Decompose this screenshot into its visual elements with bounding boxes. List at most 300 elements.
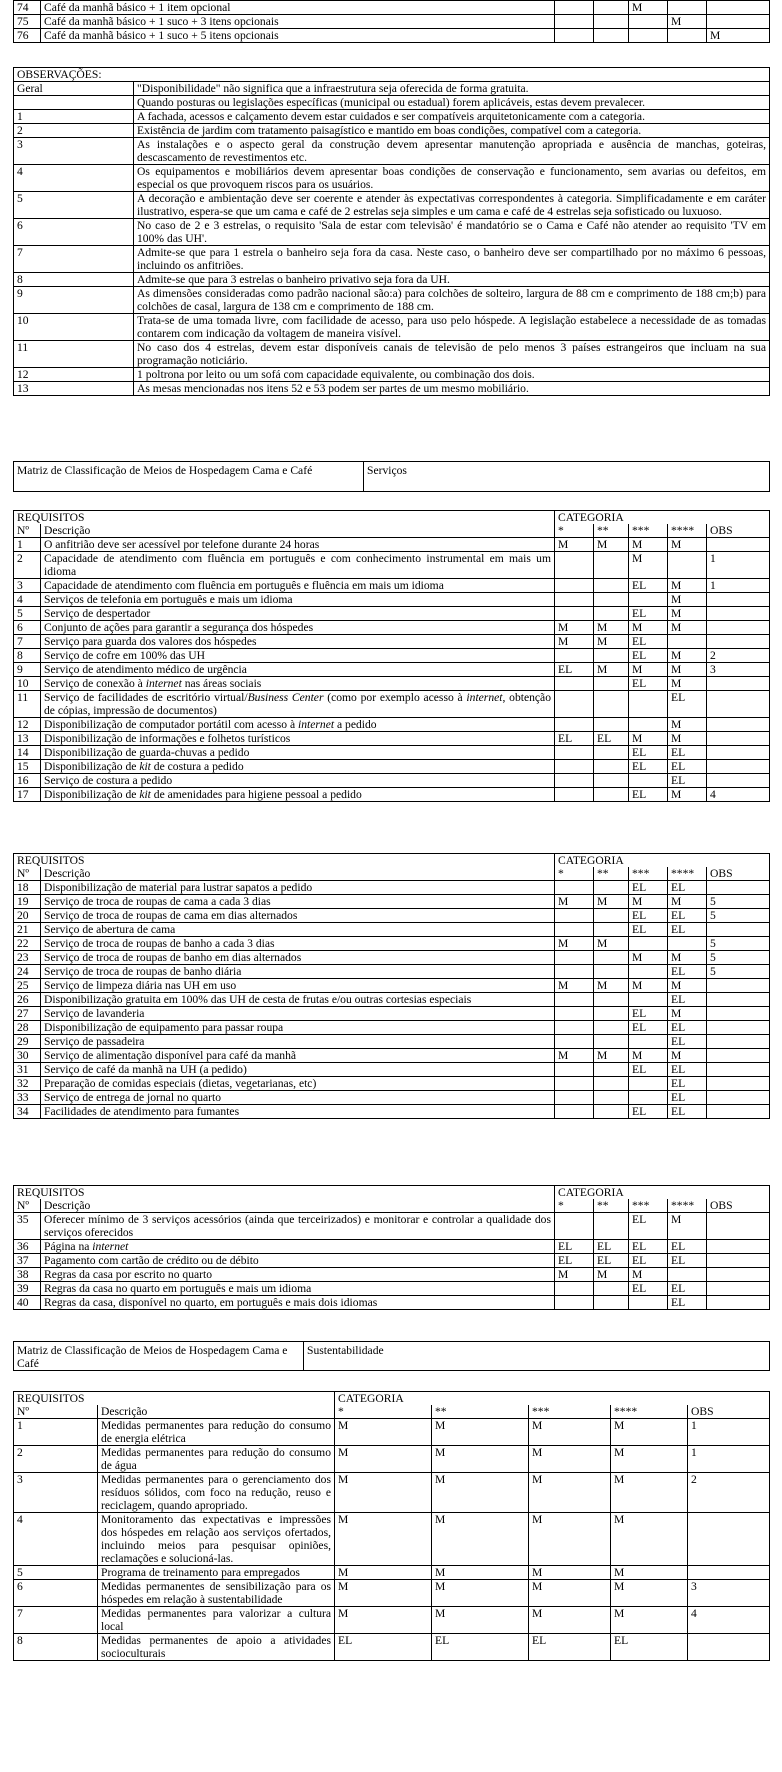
obs-text: Os equipamentos e mobiliários devem apresentar boas condições de conservação e funcionamento, sem avarias ou defeitos, em especial os que provoquem riscos para os usuários. — [134, 165, 770, 192]
req-description: Serviço de troca de roupas de banho diária — [41, 965, 555, 979]
req-description: Serviço para guarda dos valores dos hóspedes — [41, 635, 555, 649]
req-description: Pagamento com cartão de crédito ou de débito — [41, 1254, 555, 1268]
req-number: 5 — [14, 1566, 98, 1580]
table-row — [14, 1473, 770, 1513]
category-cell: M — [668, 621, 707, 635]
obs-number: 1 — [14, 110, 134, 124]
category-cell — [629, 1091, 668, 1105]
table-row — [14, 635, 770, 649]
req-number: 12 — [14, 718, 41, 732]
req-number: 14 — [14, 746, 41, 760]
category-cell: M — [529, 1446, 611, 1473]
category-cell: EL — [668, 1077, 707, 1091]
descricao-header: Descrição — [41, 867, 555, 881]
req-number: 32 — [14, 1077, 41, 1091]
category-cell: M — [594, 1268, 629, 1282]
observation-row — [14, 219, 770, 246]
category-cell — [707, 774, 770, 788]
req-number: 17 — [14, 788, 41, 802]
category-cell: EL — [629, 1240, 668, 1254]
category-cell: M — [555, 538, 594, 552]
category-cell: EL — [629, 677, 668, 691]
category-cell — [555, 1091, 594, 1105]
req-number: 20 — [14, 909, 41, 923]
table-row — [14, 593, 770, 607]
category-cell — [707, 718, 770, 732]
category-cell: M — [432, 1566, 529, 1580]
req-description: Serviço de troca de roupas de cama em dias alternados — [41, 909, 555, 923]
obs-text: No caso dos 4 estrelas, devem estar disponíveis canais de televisão de pelo menos 3 países estrangeiros que incluam na sua programação noticiário. — [134, 341, 770, 368]
category-header-c3: *** — [629, 1199, 668, 1213]
req-description: Serviço de cofre em 100% das UH — [41, 649, 555, 663]
category-cell — [707, 1213, 770, 1240]
category-cell: 1 — [707, 579, 770, 593]
category-cell: M — [432, 1580, 529, 1607]
category-cell: M — [529, 1607, 611, 1634]
req-number: 29 — [14, 1035, 41, 1049]
category-cell: M — [594, 1049, 629, 1063]
req-description: Medidas permanentes para redução do consumo de energia elétrica — [98, 1419, 335, 1446]
table-row — [14, 979, 770, 993]
category-cell: EL — [668, 774, 707, 788]
category-cell: M — [594, 937, 629, 951]
category-cell: M — [594, 979, 629, 993]
table-row — [14, 760, 770, 774]
req-number: 1 — [14, 538, 41, 552]
category-cell: M — [555, 1268, 594, 1282]
category-cell — [594, 593, 629, 607]
req-description: Regras da casa, disponível no quarto, em português e mais dois idiomas — [41, 1296, 555, 1310]
req-description: Página na internet — [41, 1240, 555, 1254]
table-row — [14, 1566, 770, 1580]
category-cell — [555, 881, 594, 895]
req-number: 28 — [14, 1021, 41, 1035]
req-number: 2 — [14, 552, 41, 579]
category-cell — [555, 15, 594, 29]
category-cell — [594, 1021, 629, 1035]
req-description: Disponibilização gratuita em 100% das UH de cesta de frutas e/ou outras cortesias especiais — [41, 993, 555, 1007]
table-row — [14, 923, 770, 937]
requisitos-header: REQUISITOS — [14, 1186, 555, 1200]
req-number: 40 — [14, 1296, 41, 1310]
category-cell: M — [668, 979, 707, 993]
category-cell — [707, 1240, 770, 1254]
req-number: 39 — [14, 1282, 41, 1296]
category-cell — [555, 774, 594, 788]
category-cell — [594, 788, 629, 802]
num-header: Nº — [14, 1405, 98, 1419]
table-row — [14, 1063, 770, 1077]
category-cell: M — [668, 1007, 707, 1021]
category-cell: EL — [629, 1007, 668, 1021]
table-row — [14, 1105, 770, 1119]
category-cell — [707, 1021, 770, 1035]
category-header-c3: *** — [529, 1405, 611, 1419]
req-number: 5 — [14, 607, 41, 621]
category-header-c3: *** — [629, 867, 668, 881]
table-row — [14, 965, 770, 979]
category-cell: EL — [629, 909, 668, 923]
category-cell — [594, 951, 629, 965]
req-number: 25 — [14, 979, 41, 993]
req-number: 31 — [14, 1063, 41, 1077]
category-cell — [629, 965, 668, 979]
category-cell: EL — [668, 691, 707, 718]
descricao-header: Descrição — [41, 524, 555, 538]
obs-text: As dimensões consideradas como padrão nacional são:a) para colchões de solteiro, largura de 88 cm e comprimento de 188 cm;b) para colchões de casal, largura de 138 cm e comprimento de 188 cm. — [134, 287, 770, 314]
category-cell: M — [335, 1473, 432, 1513]
category-header-c4: **** — [668, 1199, 707, 1213]
category-header-c4: **** — [668, 867, 707, 881]
category-cell — [594, 774, 629, 788]
category-cell — [707, 993, 770, 1007]
req-number: 75 — [14, 15, 41, 29]
observation-row — [14, 314, 770, 341]
table-row — [14, 1049, 770, 1063]
header-row — [14, 854, 770, 868]
req-description: Oferecer mínimo de 3 serviços acessórios (ainda que terceirizados) e monitorar e controlar a qualidade dos serviços oferecidos — [41, 1213, 555, 1240]
category-cell: M — [629, 621, 668, 635]
req-number: 38 — [14, 1268, 41, 1282]
category-cell — [707, 1035, 770, 1049]
category-cell: M — [629, 1, 668, 15]
req-description: Medidas permanentes de apoio a atividades socioculturais — [98, 1634, 335, 1661]
category-cell: 5 — [707, 937, 770, 951]
req-number: 33 — [14, 1091, 41, 1105]
category-header-obs: OBS — [707, 524, 770, 538]
category-cell: EL — [555, 663, 594, 677]
req-description: Preparação de comidas especiais (dietas, vegetarianas, etc) — [41, 1077, 555, 1091]
table-row — [14, 1296, 770, 1310]
category-cell: M — [668, 677, 707, 691]
table-row — [14, 1213, 770, 1240]
num-header: Nº — [14, 1199, 41, 1213]
category-cell — [594, 1091, 629, 1105]
category-cell — [594, 881, 629, 895]
req-description: Facilidades de atendimento para fumantes — [41, 1105, 555, 1119]
req-description: Serviço de alimentação disponível para café da manhã — [41, 1049, 555, 1063]
num-header: Nº — [14, 524, 41, 538]
category-cell — [594, 607, 629, 621]
category-cell: EL — [629, 760, 668, 774]
category-cell — [707, 593, 770, 607]
category-cell: EL — [555, 732, 594, 746]
category-cell: M — [432, 1419, 529, 1446]
servicos-table-2 — [13, 853, 769, 1119]
observation-row — [14, 124, 770, 138]
table-row — [14, 663, 770, 677]
observation-row — [14, 368, 770, 382]
category-cell — [594, 1063, 629, 1077]
matriz-sust-header — [13, 1341, 769, 1371]
subheader-row — [14, 1199, 770, 1213]
category-cell — [629, 29, 668, 43]
category-cell: M — [335, 1607, 432, 1634]
servicos-table-1 — [13, 510, 769, 802]
req-description: Capacidade de atendimento com fluência em português e com conhecimento instrumental em mais um idioma — [41, 552, 555, 579]
req-description: Serviço de abertura de cama — [41, 923, 555, 937]
category-cell: 2 — [707, 649, 770, 663]
category-cell: EL — [335, 1634, 432, 1661]
category-cell — [707, 881, 770, 895]
req-description: Serviço de passadeira — [41, 1035, 555, 1049]
requisitos-header: REQUISITOS — [14, 1392, 335, 1406]
category-cell: M — [611, 1580, 688, 1607]
category-header-c1: * — [335, 1405, 432, 1419]
category-cell — [594, 1282, 629, 1296]
category-cell: M — [629, 732, 668, 746]
category-header-c1: * — [555, 867, 594, 881]
category-cell — [594, 1, 629, 15]
obs-number: 7 — [14, 246, 134, 273]
category-cell — [594, 552, 629, 579]
req-description: Disponibilização de guarda-chuvas a pedido — [41, 746, 555, 760]
category-cell: 4 — [688, 1607, 770, 1634]
table-row — [14, 538, 770, 552]
category-cell — [555, 607, 594, 621]
category-cell: M — [432, 1473, 529, 1513]
category-cell: EL — [668, 1063, 707, 1077]
obs-number: 11 — [14, 341, 134, 368]
category-cell: M — [629, 895, 668, 909]
category-cell: M — [555, 937, 594, 951]
obs-number: 5 — [14, 192, 134, 219]
category-cell: M — [335, 1419, 432, 1446]
obs-number: 3 — [14, 138, 134, 165]
req-description: Serviço de limpeza diária nas UH em uso — [41, 979, 555, 993]
req-description: Monitoramento das expectativas e impressões dos hóspedes em relação aos serviços ofertados, incluindo meios para pesquisar opiniões, reclamações e solucioná-las. — [98, 1513, 335, 1566]
req-description: Medidas permanentes para o gerenciamento dos resíduos sólidos, com foco na redução, reuso e reciclagem, quando apropriado. — [98, 1473, 335, 1513]
req-number: 21 — [14, 923, 41, 937]
category-cell: EL — [629, 923, 668, 937]
table-row — [14, 607, 770, 621]
category-cell — [555, 1296, 594, 1310]
table-row — [14, 552, 770, 579]
matriz-section: Serviços — [364, 462, 770, 492]
category-cell: M — [594, 663, 629, 677]
req-number: 2 — [14, 1446, 98, 1473]
categoria-header: CATEGORIA — [555, 511, 770, 525]
category-cell: EL — [668, 1021, 707, 1035]
table-row — [14, 746, 770, 760]
cafe-rows — [14, 1, 770, 43]
category-cell: EL — [629, 788, 668, 802]
category-cell — [629, 774, 668, 788]
table-row — [14, 1254, 770, 1268]
matriz-servicos-header — [13, 461, 769, 492]
table-row — [14, 1268, 770, 1282]
category-cell: M — [629, 951, 668, 965]
req-number: 30 — [14, 1049, 41, 1063]
observation-row — [14, 138, 770, 165]
category-cell: M — [335, 1446, 432, 1473]
category-cell: M — [668, 607, 707, 621]
category-cell: 1 — [688, 1419, 770, 1446]
obs-number: 9 — [14, 287, 134, 314]
category-cell — [555, 1105, 594, 1119]
category-cell: M — [335, 1566, 432, 1580]
category-cell: EL — [629, 1282, 668, 1296]
category-cell — [668, 937, 707, 951]
req-number: 8 — [14, 1634, 98, 1661]
table-row — [14, 1091, 770, 1105]
req-description: Conjunto de ações para garantir a segurança dos hóspedes — [41, 621, 555, 635]
category-cell — [555, 579, 594, 593]
table-row — [14, 937, 770, 951]
category-cell: M — [432, 1513, 529, 1566]
category-cell — [707, 691, 770, 718]
category-cell — [555, 29, 594, 43]
geral-note-2: Quando posturas ou legislações específicas (municipal ou estadual) forem aplicáveis, estas devem prevalecer. — [134, 96, 770, 110]
req-number: 26 — [14, 993, 41, 1007]
req-description: Disponibilização de material para lustrar sapatos a pedido — [41, 881, 555, 895]
category-cell: EL — [629, 649, 668, 663]
category-cell: EL — [668, 746, 707, 760]
header-row — [14, 1186, 770, 1200]
req-description: Serviços de telefonia em português e mais um idioma — [41, 593, 555, 607]
category-cell — [707, 607, 770, 621]
subheader-row — [14, 1405, 770, 1419]
req-description: Disponibilização de kit de costura a pedido — [41, 760, 555, 774]
category-cell — [555, 677, 594, 691]
category-cell — [668, 635, 707, 649]
req-number: 13 — [14, 732, 41, 746]
req-number: 22 — [14, 937, 41, 951]
category-cell — [629, 1077, 668, 1091]
category-cell: M — [668, 649, 707, 663]
category-cell: M — [611, 1513, 688, 1566]
category-cell — [594, 760, 629, 774]
category-cell: 1 — [707, 552, 770, 579]
req-number: 3 — [14, 1473, 98, 1513]
category-cell: M — [529, 1419, 611, 1446]
observacoes-title: OBSERVAÇÕES: — [14, 68, 770, 82]
req-number: 4 — [14, 1513, 98, 1566]
header-row — [14, 511, 770, 525]
subheader-row — [14, 867, 770, 881]
category-cell — [555, 1035, 594, 1049]
category-cell: M — [668, 788, 707, 802]
req-description: Disponibilização de informações e folhetos turísticos — [41, 732, 555, 746]
category-cell: EL — [668, 923, 707, 937]
req-number: 36 — [14, 1240, 41, 1254]
req-number: 9 — [14, 663, 41, 677]
category-cell — [707, 1282, 770, 1296]
category-cell: M — [668, 579, 707, 593]
category-cell: M — [668, 1213, 707, 1240]
category-cell — [594, 1296, 629, 1310]
category-cell — [555, 1063, 594, 1077]
table-row — [14, 1419, 770, 1446]
category-cell: M — [529, 1580, 611, 1607]
table-row — [14, 1240, 770, 1254]
category-cell: M — [668, 718, 707, 732]
category-cell: EL — [555, 1254, 594, 1268]
category-cell — [555, 552, 594, 579]
table-row — [14, 774, 770, 788]
req-number: 19 — [14, 895, 41, 909]
category-cell: EL — [629, 635, 668, 649]
servicos-table-3 — [13, 1185, 769, 1310]
category-cell — [555, 1077, 594, 1091]
obs-number: 8 — [14, 273, 134, 287]
category-cell: M — [335, 1513, 432, 1566]
descricao-header: Descrição — [98, 1405, 335, 1419]
category-cell: M — [529, 1566, 611, 1580]
category-cell — [707, 760, 770, 774]
num-header: Nº — [14, 867, 41, 881]
category-cell — [594, 1077, 629, 1091]
table-row — [14, 788, 770, 802]
table-row — [14, 1634, 770, 1661]
category-cell: M — [594, 621, 629, 635]
category-cell: M — [668, 663, 707, 677]
category-cell — [688, 1566, 770, 1580]
category-cell: EL — [629, 881, 668, 895]
req-description: Serviço de lavanderia — [41, 1007, 555, 1021]
category-cell: EL — [629, 1213, 668, 1240]
category-cell — [629, 691, 668, 718]
obs-number: 2 — [14, 124, 134, 138]
table-row — [14, 732, 770, 746]
category-cell — [555, 1021, 594, 1035]
category-cell: EL — [629, 746, 668, 760]
req-number: 11 — [14, 691, 41, 718]
requisitos-header: REQUISITOS — [14, 511, 555, 525]
req-number: 74 — [14, 1, 41, 15]
category-cell: EL — [629, 1063, 668, 1077]
category-cell: EL — [629, 579, 668, 593]
category-header-c2: ** — [432, 1405, 529, 1419]
category-cell: 3 — [707, 663, 770, 677]
obs-text: Existência de jardim com tratamento paisagístico e mantido em boas condições, compatível com a categoria. — [134, 124, 770, 138]
observation-row — [14, 341, 770, 368]
category-cell: M — [555, 979, 594, 993]
category-cell — [594, 691, 629, 718]
req-description: O anfitrião deve ser acessível por telefone durante 24 horas — [41, 538, 555, 552]
req-number: 76 — [14, 29, 41, 43]
req-number: 34 — [14, 1105, 41, 1119]
category-cell — [688, 1513, 770, 1566]
category-cell: M — [668, 1049, 707, 1063]
category-cell — [707, 538, 770, 552]
category-cell: M — [555, 1049, 594, 1063]
category-cell — [594, 909, 629, 923]
req-number: 37 — [14, 1254, 41, 1268]
category-cell: M — [629, 538, 668, 552]
category-cell — [707, 1049, 770, 1063]
table-row — [14, 1446, 770, 1473]
category-cell — [707, 732, 770, 746]
category-cell — [707, 1296, 770, 1310]
geral-label: Geral — [14, 82, 134, 96]
category-cell — [555, 691, 594, 718]
category-cell: M — [529, 1473, 611, 1513]
category-cell: EL — [668, 909, 707, 923]
req-number: 24 — [14, 965, 41, 979]
obs-text: Trata-se de uma tomada livre, com facilidade de acesso, para uso pelo hóspede. A legislação estabelece a necessidade de as tomadas contarem com indicação da voltagem de maneira visível. — [134, 314, 770, 341]
category-cell: M — [594, 895, 629, 909]
category-cell — [555, 788, 594, 802]
observation-row — [14, 273, 770, 287]
observacoes-rows — [14, 68, 770, 396]
category-cell: 5 — [707, 909, 770, 923]
req-description: Serviço de troca de roupas de banho em dias alternados — [41, 951, 555, 965]
table-row — [14, 649, 770, 663]
req-description: Serviço de entrega de jornal no quarto — [41, 1091, 555, 1105]
table-row — [14, 909, 770, 923]
category-cell — [668, 1268, 707, 1282]
